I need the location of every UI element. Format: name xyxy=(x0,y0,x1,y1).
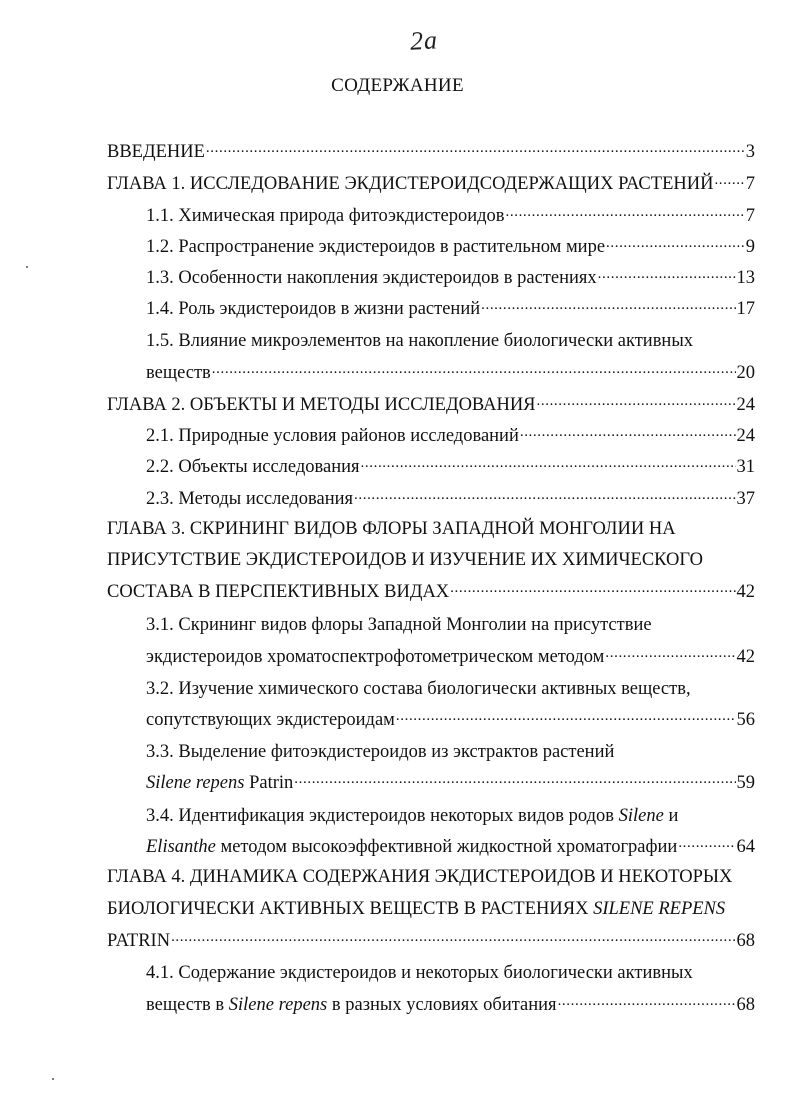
scan-speck xyxy=(26,266,28,268)
toc-entry-3-1-line-2 xyxy=(146,645,755,669)
dot-leader xyxy=(481,300,735,314)
page-title: СОДЕРЖАНИЕ xyxy=(331,75,464,96)
toc-page-number: 42 xyxy=(736,582,755,602)
toc-page-number: 56 xyxy=(736,710,755,730)
dot-leader xyxy=(450,583,735,597)
toc-entry-chapter-3-line-3 xyxy=(107,580,755,604)
dot-leader xyxy=(361,458,736,472)
toc-entry-label: 1.4. Роль экдистероидов в жизни растений xyxy=(146,299,481,319)
toc-entry-label: 1.2. Распространение экдистероидов в растительном мире xyxy=(146,237,606,257)
toc-page-number: 68 xyxy=(736,995,755,1015)
dot-leader xyxy=(537,396,736,410)
dot-leader xyxy=(506,207,745,221)
toc-entry-label: ГЛАВА 4. ДИНАМИКА СОДЕРЖАНИЯ ЭКДИСТЕРОИДОВ И НЕКОТОРЫХ xyxy=(107,867,733,887)
dot-leader xyxy=(678,838,735,852)
label-part: и xyxy=(663,806,679,826)
toc-entry-2-1 xyxy=(146,424,755,448)
toc-entry-3-3-line-2 xyxy=(146,771,755,795)
toc-entry-label: 3.2. Изучение химического состава биологически активных веществ, xyxy=(146,679,691,699)
dot-leader xyxy=(520,427,736,441)
dot-leader xyxy=(171,932,735,946)
species-name: Silene repens xyxy=(228,995,328,1015)
toc-entry-label: 1.5. Влияние микроэлементов на накопление биологически активных xyxy=(146,331,694,351)
toc-entry-label: 2.2. Объекты исследования xyxy=(146,457,360,477)
toc-entry-label xyxy=(146,993,557,1017)
toc-entry-1-4 xyxy=(146,297,755,321)
label-part: методом высокоэффективной жидкостной хроматографии xyxy=(215,837,678,857)
toc-entry-3-2-line-1 xyxy=(146,677,755,701)
dot-leader xyxy=(354,490,735,504)
toc-entry-label: PATRIN xyxy=(107,931,171,951)
toc-entry-1-5-line-1 xyxy=(146,329,755,353)
dot-leader xyxy=(212,364,736,378)
toc-entry-4-1-line-1 xyxy=(146,961,755,985)
toc-entry-label xyxy=(146,804,678,828)
toc-page-number: 64 xyxy=(736,837,755,857)
toc-page-number: 17 xyxy=(736,299,755,319)
scan-speck xyxy=(52,1078,54,1080)
toc-entry-1-5-line-2 xyxy=(146,361,755,385)
toc-entry-label: веществ xyxy=(146,363,211,383)
toc-entry-label xyxy=(146,771,293,795)
toc-page-number: 37 xyxy=(736,489,755,509)
toc-page-number: 68 xyxy=(736,931,755,951)
toc-entry-3-2-line-2 xyxy=(146,708,755,732)
toc-entry-label: 1.3. Особенности накопления экдистероидов в растениях xyxy=(146,268,597,288)
toc-entry-label: 3.3. Выделение фитоэкдистероидов из экстрактов растений xyxy=(146,742,615,762)
label-part: веществ в xyxy=(146,995,229,1015)
toc-entry-label xyxy=(107,897,725,921)
toc-entry-chapter-4-line-3 xyxy=(107,929,755,953)
toc-entry-label: ПРИСУТСТВИЕ ЭКДИСТЕРОИДОВ И ИЗУЧЕНИЕ ИХ ХИМИЧЕСКОГО xyxy=(107,550,704,570)
toc-page-number: 24 xyxy=(736,426,755,446)
dot-leader xyxy=(714,175,744,189)
toc-page-number: 59 xyxy=(736,773,755,793)
label-part: в разных условиях обитания xyxy=(327,995,557,1015)
toc-entry-3-1-line-1 xyxy=(146,613,755,637)
toc-entry-3-4-line-1 xyxy=(146,804,755,828)
genus-name: Silene xyxy=(618,806,664,826)
toc-page-number: 42 xyxy=(736,647,755,667)
dot-leader xyxy=(605,648,735,662)
toc-page-number: 3 xyxy=(745,142,755,162)
species-name: SILENE REPENS xyxy=(593,899,726,919)
toc-entry-label xyxy=(146,835,677,859)
toc-entry-label: ГЛАВА 2. ОБЪЕКТЫ И МЕТОДЫ ИССЛЕДОВАНИЯ xyxy=(107,395,536,415)
toc-page-number: 20 xyxy=(736,363,755,383)
toc-entry-chapter-1 xyxy=(107,172,755,196)
label-part: 3.4. Идентификация экдистероидов некоторых видов родов xyxy=(146,806,619,826)
toc-page-number: 24 xyxy=(736,395,755,415)
toc-entry-label: ГЛАВА 3. СКРИНИНГ ВИДОВ ФЛОРЫ ЗАПАДНОЙ МОНГОЛИИ НА xyxy=(107,519,676,539)
toc-entry-label: экдистероидов хроматоспектрофотометрическом методом xyxy=(146,647,605,667)
dot-leader xyxy=(558,996,736,1010)
toc-entry-label: 2.1. Природные условия районов исследований xyxy=(146,426,519,446)
toc-entry-chapter-4-line-1 xyxy=(107,865,755,889)
species-name: Silene repens xyxy=(146,773,245,793)
dot-leader xyxy=(206,143,745,157)
toc-page-number: 31 xyxy=(736,457,755,477)
toc-entry-1-3 xyxy=(146,266,755,290)
toc-entry-2-3 xyxy=(146,487,755,511)
toc-page-number: 13 xyxy=(736,268,755,288)
toc-entry-4-1-line-2 xyxy=(146,993,755,1017)
dot-leader xyxy=(294,774,735,788)
toc-entry-1-1 xyxy=(146,204,755,228)
toc-entry-label: сопутствующих экдистероидам xyxy=(146,710,395,730)
toc-entry-intro xyxy=(107,140,755,164)
toc-entry-chapter-2 xyxy=(107,393,755,417)
handwritten-page-number: 2а xyxy=(409,25,439,56)
genus-name: Elisanthe xyxy=(146,837,216,857)
toc-entry-chapter-4-line-2 xyxy=(107,897,755,921)
toc-entry-label: 3.1. Скрининг видов флоры Западной Монголии на присутствие xyxy=(146,615,652,635)
toc-entry-3-4-line-2 xyxy=(146,835,755,859)
toc-entry-2-2 xyxy=(146,455,755,479)
toc-entry-label: СОСТАВА В ПЕРСПЕКТИВНЫХ ВИДАХ xyxy=(107,582,450,602)
toc-entry-chapter-3-line-2 xyxy=(107,548,755,572)
toc-entry-label: 1.1. Химическая природа фитоэкдистероидов xyxy=(146,206,505,226)
toc-entry-label: 4.1. Содержание экдистероидов и некоторых биологически активных xyxy=(146,963,693,983)
toc-page-number: 7 xyxy=(745,174,755,194)
toc-page-number: 7 xyxy=(745,206,755,226)
toc-entry-label: 2.3. Методы исследования xyxy=(146,489,354,509)
species-author: Patrin xyxy=(244,773,294,793)
label-part: БИОЛОГИЧЕСКИ АКТИВНЫХ ВЕЩЕСТВ В РАСТЕНИЯХ xyxy=(107,899,594,919)
toc-entry-label: ВВЕДЕНИЕ xyxy=(107,142,205,162)
toc-entry-label: ГЛАВА 1. ИССЛЕДОВАНИЕ ЭКДИСТЕРОИДСОДЕРЖАЩИХ РАСТЕНИЙ xyxy=(107,174,714,194)
toc-entry-3-3-line-1 xyxy=(146,740,755,764)
dot-leader xyxy=(606,238,745,252)
toc-entry-chapter-3-line-1 xyxy=(107,517,755,541)
toc-page-number: 9 xyxy=(745,237,755,257)
dot-leader xyxy=(396,711,736,725)
dot-leader xyxy=(598,269,736,283)
toc-entry-1-2 xyxy=(146,235,755,259)
